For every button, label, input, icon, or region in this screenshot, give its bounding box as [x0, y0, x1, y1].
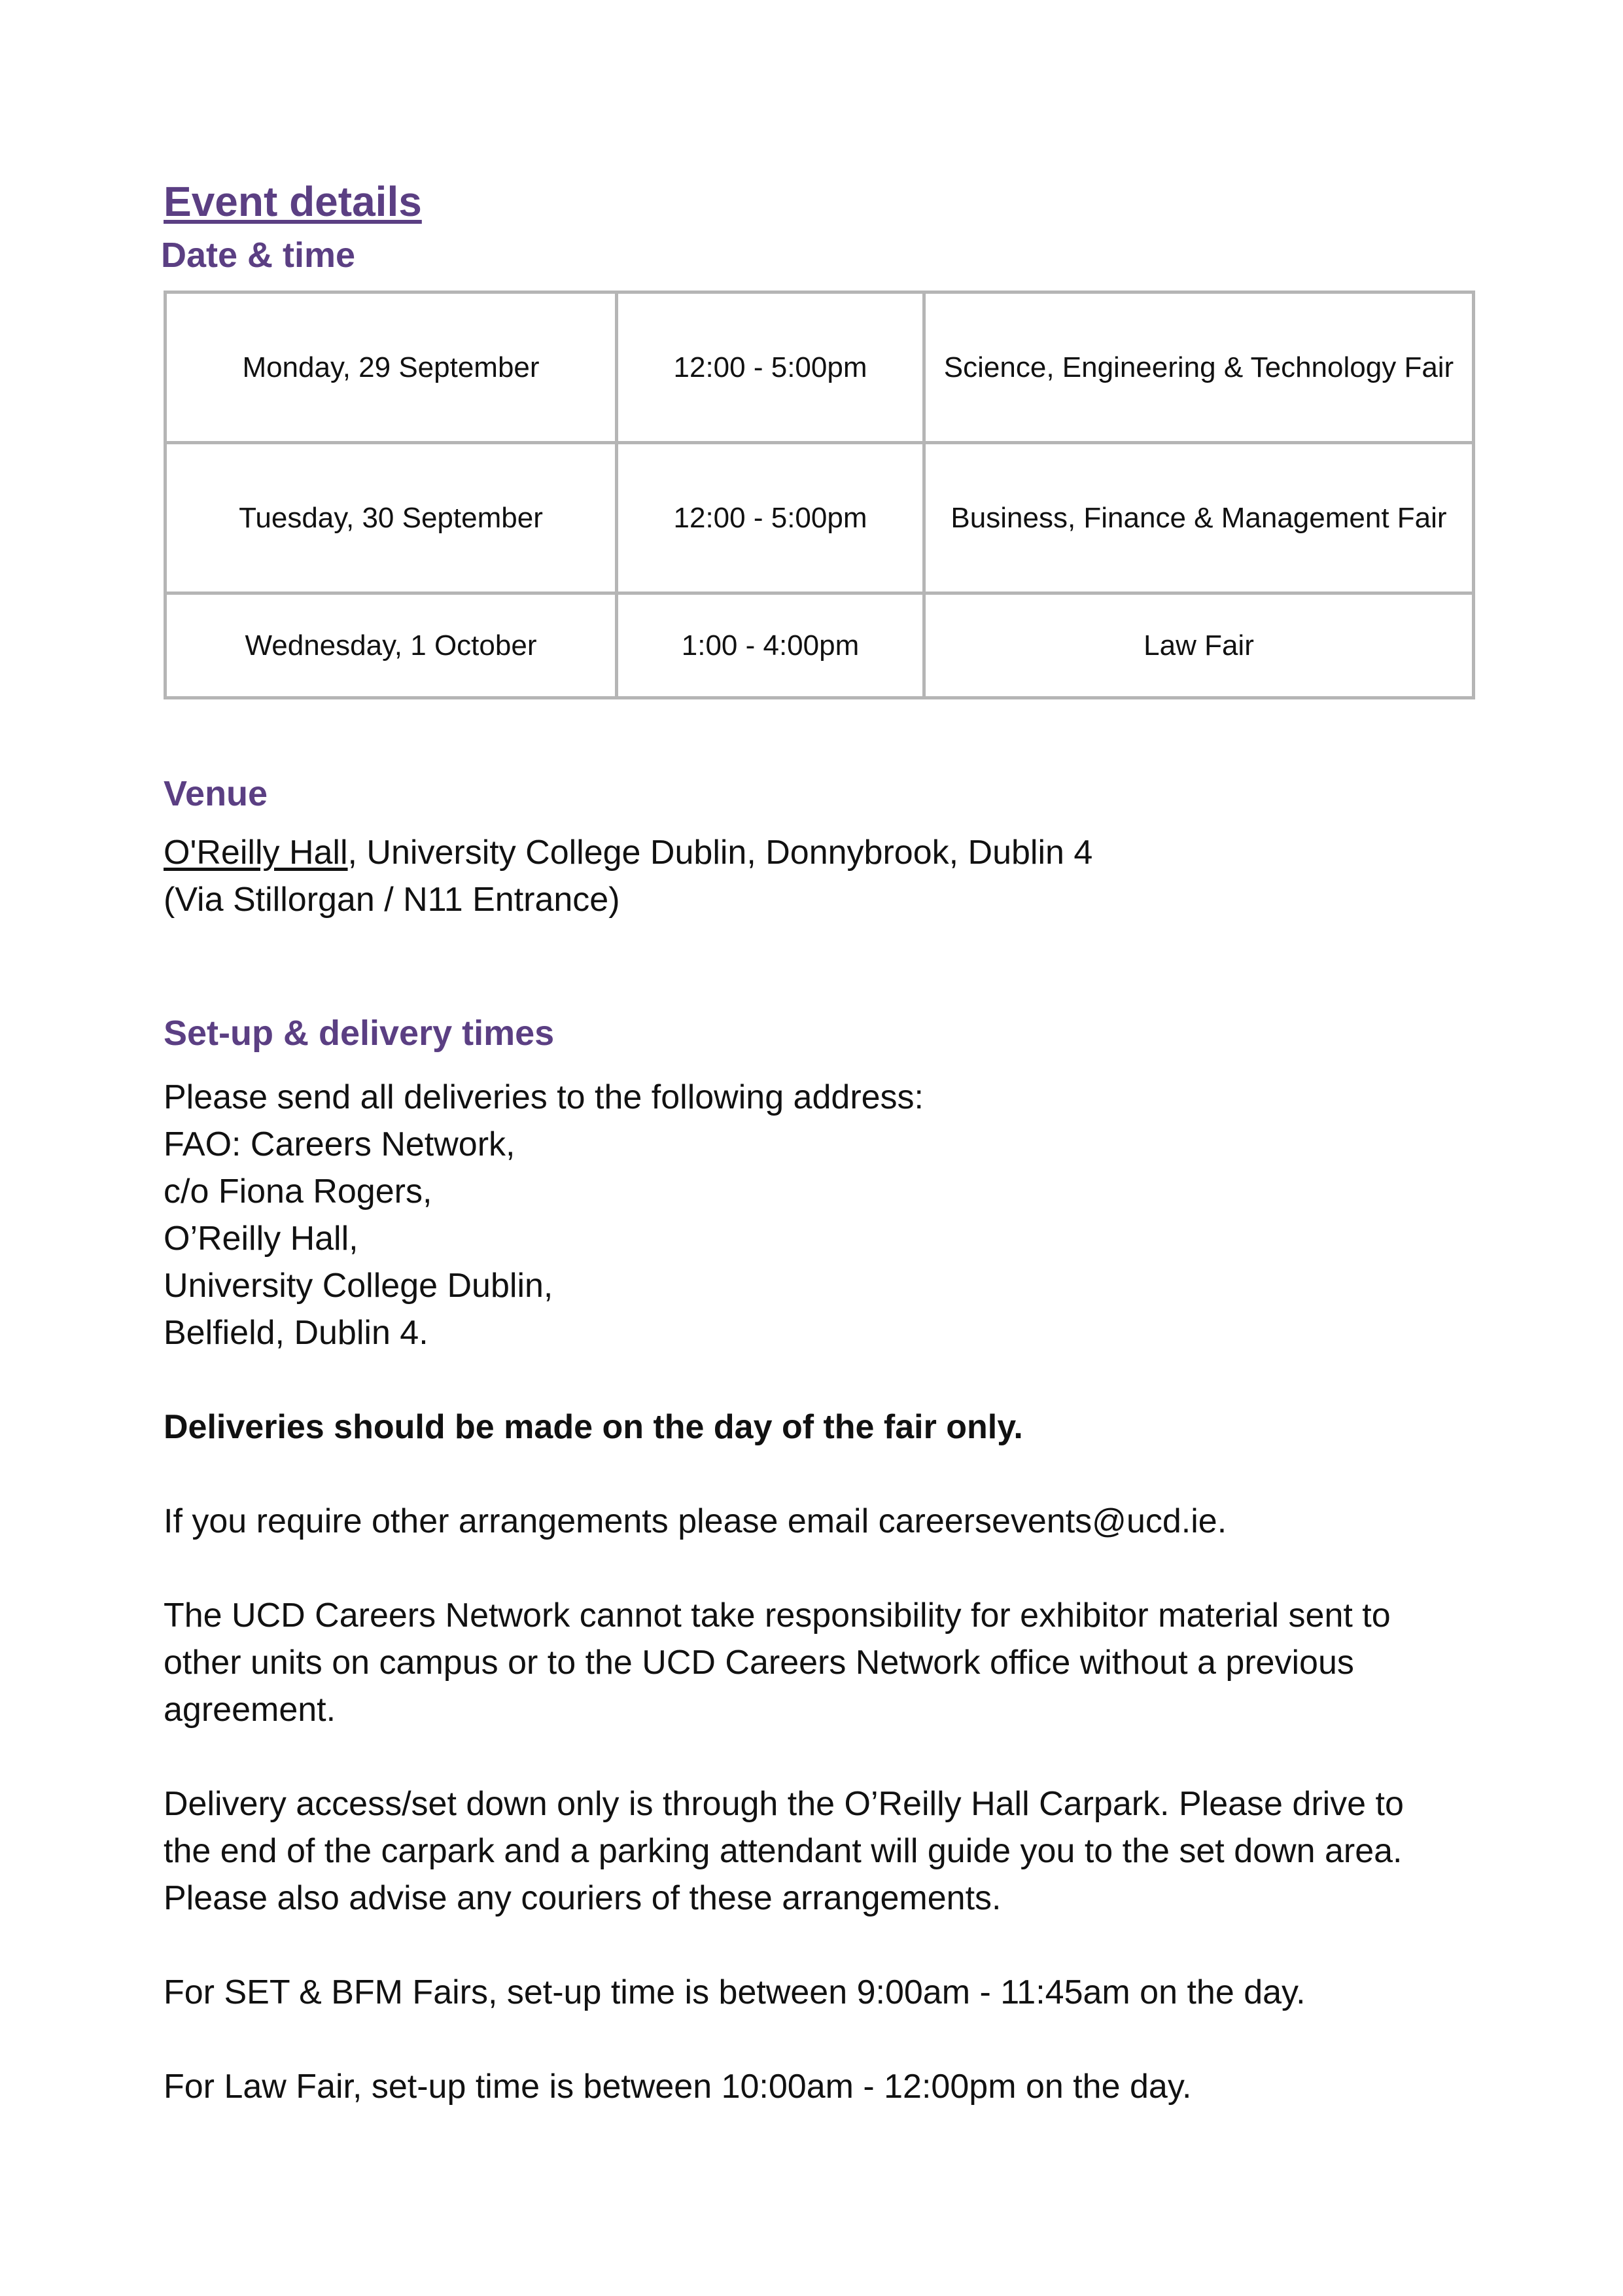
venue-entrance-note: (Via Stillorgan / N11 Entrance)	[164, 881, 620, 919]
delivery-intro: Please send all deliveries to the following address:	[164, 1078, 924, 1116]
address-line: FAO: Careers Network,	[164, 1125, 515, 1163]
table-row	[166, 593, 1474, 698]
setup-heading: Set-up & delivery times	[164, 1014, 555, 1053]
venue-address-rest: , University College Dublin, Donnybrook, Dublin 4	[347, 834, 1093, 872]
responsibility-line: The UCD Careers Network cannot take responsibility for exhibitor material sent to	[164, 1597, 1391, 1634]
address-line: Belfield, Dublin 4.	[164, 1314, 428, 1352]
address-line: c/o Fiona Rogers,	[164, 1173, 432, 1210]
date-time-heading: Date & time	[161, 236, 356, 275]
access-line: the end of the carpark and a parking attendant will guide you to the set down area.	[164, 1832, 1403, 1870]
spacer	[164, 1922, 1472, 1969]
schedule-fair: Law Fair	[924, 593, 1474, 698]
schedule-day: Wednesday, 1 October	[166, 593, 617, 698]
schedule-day: Monday, 29 September	[166, 292, 617, 443]
delivery-day-note	[164, 1404, 1472, 1451]
schedule-table	[164, 291, 1475, 699]
oreilly-hall-link[interactable]: O'Reilly Hall	[164, 834, 348, 872]
law-setup-note: For Law Fair, set-up time is between 10:00am - 12:00pm on the day.	[164, 2068, 1192, 2106]
spacer	[164, 1356, 1472, 1404]
responsibility-line: agreement.	[164, 1691, 336, 1729]
schedule-fair: Science, Engineering & Technology Fair	[924, 292, 1474, 443]
set-bfm-setup-note: For SET & BFM Fairs, set-up time is between 9:00am - 11:45am on the day.	[164, 1973, 1306, 2011]
address-line: O’Reilly Hall,	[164, 1220, 358, 1258]
schedule-time: 1:00 - 4:00pm	[617, 593, 924, 698]
access-line: Please also advise any couriers of these arrangements.	[164, 1879, 1002, 1917]
venue-heading: Venue	[164, 774, 268, 813]
table-row	[166, 292, 1474, 443]
schedule-time: 12:00 - 5:00pm	[617, 443, 924, 593]
spacer	[164, 1451, 1472, 1498]
spacer	[164, 1545, 1472, 1592]
responsibility-line: other units on campus or to the UCD Careers Network office without a previous	[164, 1644, 1354, 1682]
schedule-fair: Business, Finance & Management Fair	[924, 443, 1474, 593]
venue-address	[164, 829, 1472, 876]
schedule-day: Tuesday, 30 September	[166, 443, 617, 593]
email-note: If you require other arrangements please email careersevents@ucd.ie.	[164, 1502, 1227, 1540]
table-row	[166, 443, 1474, 593]
access-line: Delivery access/set down only is through the O’Reilly Hall Carpark. Please drive to	[164, 1785, 1404, 1823]
event-details-heading: Event details	[164, 178, 422, 225]
address-line: University College Dublin,	[164, 1267, 553, 1305]
spacer	[164, 2016, 1472, 2063]
document-page	[161, 177, 1472, 2110]
spacer	[164, 1733, 1472, 1780]
delivery-day-note-text: Deliveries should be made on the day of the fair only.	[164, 1408, 1023, 1446]
schedule-time: 12:00 - 5:00pm	[617, 292, 924, 443]
